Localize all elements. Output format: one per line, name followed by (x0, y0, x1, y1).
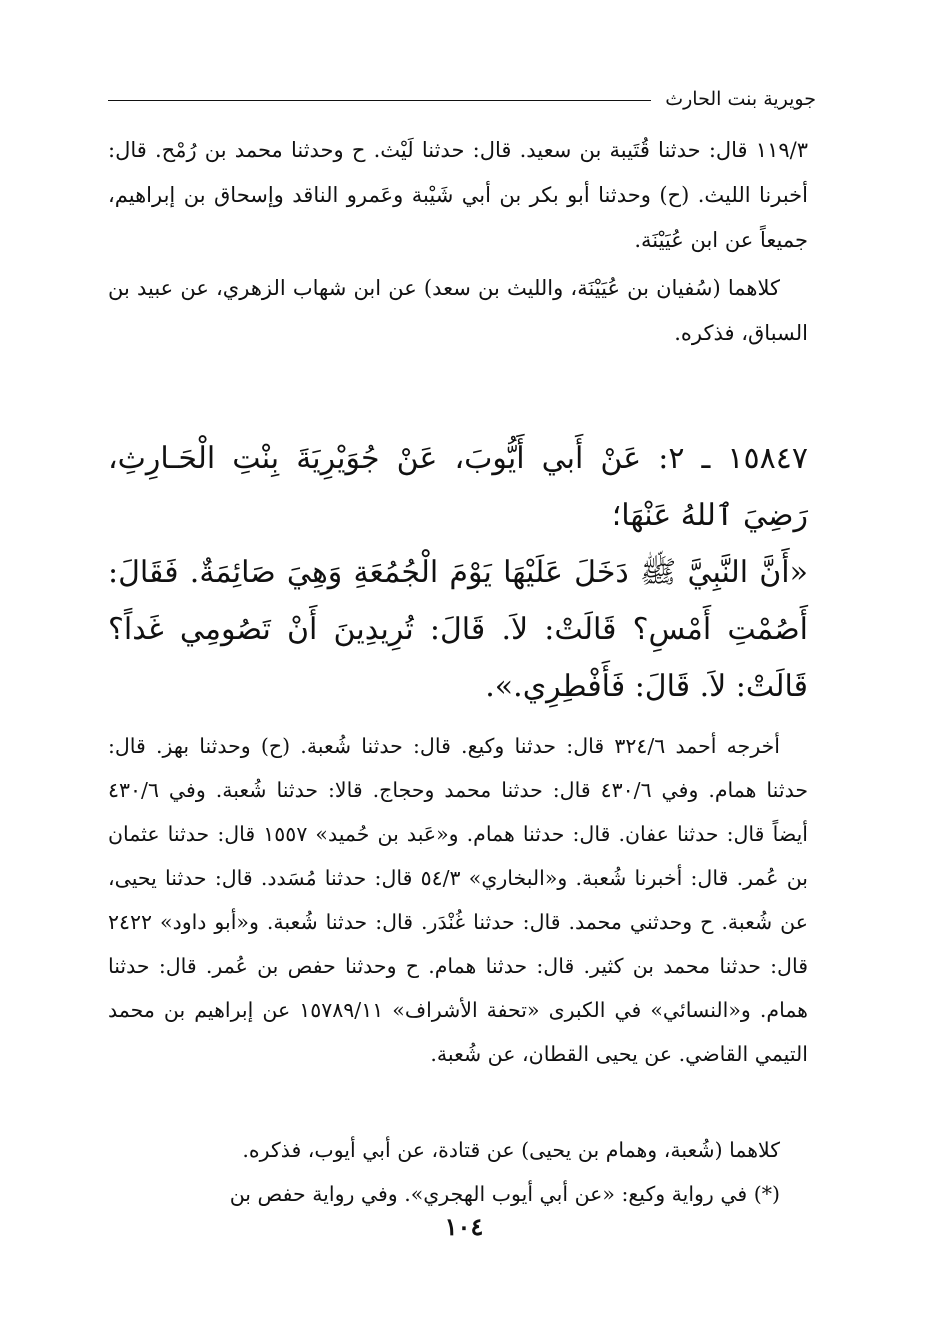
takhrij-note: (*) في رواية وكيع: «عن أبي أيوب الهجري». وفي رواية حفص بن (229, 1182, 780, 1206)
hadith-heading: ١٥٨٤٧ ـ ٢: عَنْ أَبي أَيُّوبَ، عَنْ جُوَيْرِيَةَ بِنْتِ الْحَـارِثِ، رَضِيَ ٱللهُ عَنْهَا؛ (108, 441, 808, 533)
running-title: جويرية بنت الحارث (665, 88, 816, 110)
takhrij-summary: كلاهما (شُعبة، وهمام بن يحيى) عن قتادة، عن أبي أيوب، فذكره. (242, 1138, 780, 1162)
previous-hadith-summary: كلاهما (سُفيان بن عُيَيْنَة، والليث بن سعد) عن ابن شهاب الزهري، عن عبيد بن السباق، فذكره. (108, 276, 808, 345)
header-rule (108, 100, 651, 101)
takhrij-text: أخرجه أحمد ٣٢٤/٦ قال: حدثنا وكيع. قال: حدثنا شُعبة. (ح) وحدثنا بهز. قال: حدثنا همام. وفي ٤٣٠/٦ قال: حدثنا محمد وحجاج. قالا: حدثنا شُعبة. وفي ٤٣٠/٦ أيضاً قال: حدثنا عفان. قال: حدثنا همام. و«عَبد بن حُميد» ١٥٥٧ قال: حدثنا عثمان بن عُمر. قال: أخبرنا شُعبة. و«البخاري» ٥٤/٣ قال: حدثنا مُسَدد. قال: حدثنا يحيى، عن شُعبة. ح وحدثني محمد. قال: حدثنا غُنْدَر. قال: حدثنا شُعبة. و«أبو داود» ٢٤٢٢ قال: حدثنا محمد بن كثير. قال: حدثنا همام. ح وحدثنا حفص بن عُمر. قال: حدثنا همام. و«النسائي» في الكبرى «تحفة الأشراف» ١٥٧٨٩/١١ عن إبراهيم بن محمد التيمي القاضي. عن يحيى القطان، عن شُعبة. (108, 734, 809, 1066)
hadith-matn: «أَنَّ النَّبِيَّ ﷺ دَخَلَ عَلَيْهَا يَوْمَ الْجُمُعَةِ وَهِيَ صَائِمَةٌ. فَقَالَ: أَصُمْتِ أَمْسِ؟ قَالَتْ: لاَ. قَالَ: تُرِيدِينَ أَنْ تَصُومِي غَداً؟ قَالَتْ: لاَ. قَالَ: فَأَفْطِرِي.». (108, 555, 808, 704)
running-header (108, 84, 816, 114)
page-number: ١٠٤ (444, 1212, 484, 1241)
previous-hadith-isnad: ١١٩/٣ قال: حدثنا قُتَيبة بن سعيد. قال: حدثنا لَيْث. ح وحدثنا محمد بن رُمْح. قال: أخبرنا الليث. (ح) وحدثنا أبو بكر بن أبي شَيْبة وعَمرو الناقد وإسحاق بن إبراهيم، جميعاً عن ابن عُيَيْنَة. (108, 138, 808, 252)
